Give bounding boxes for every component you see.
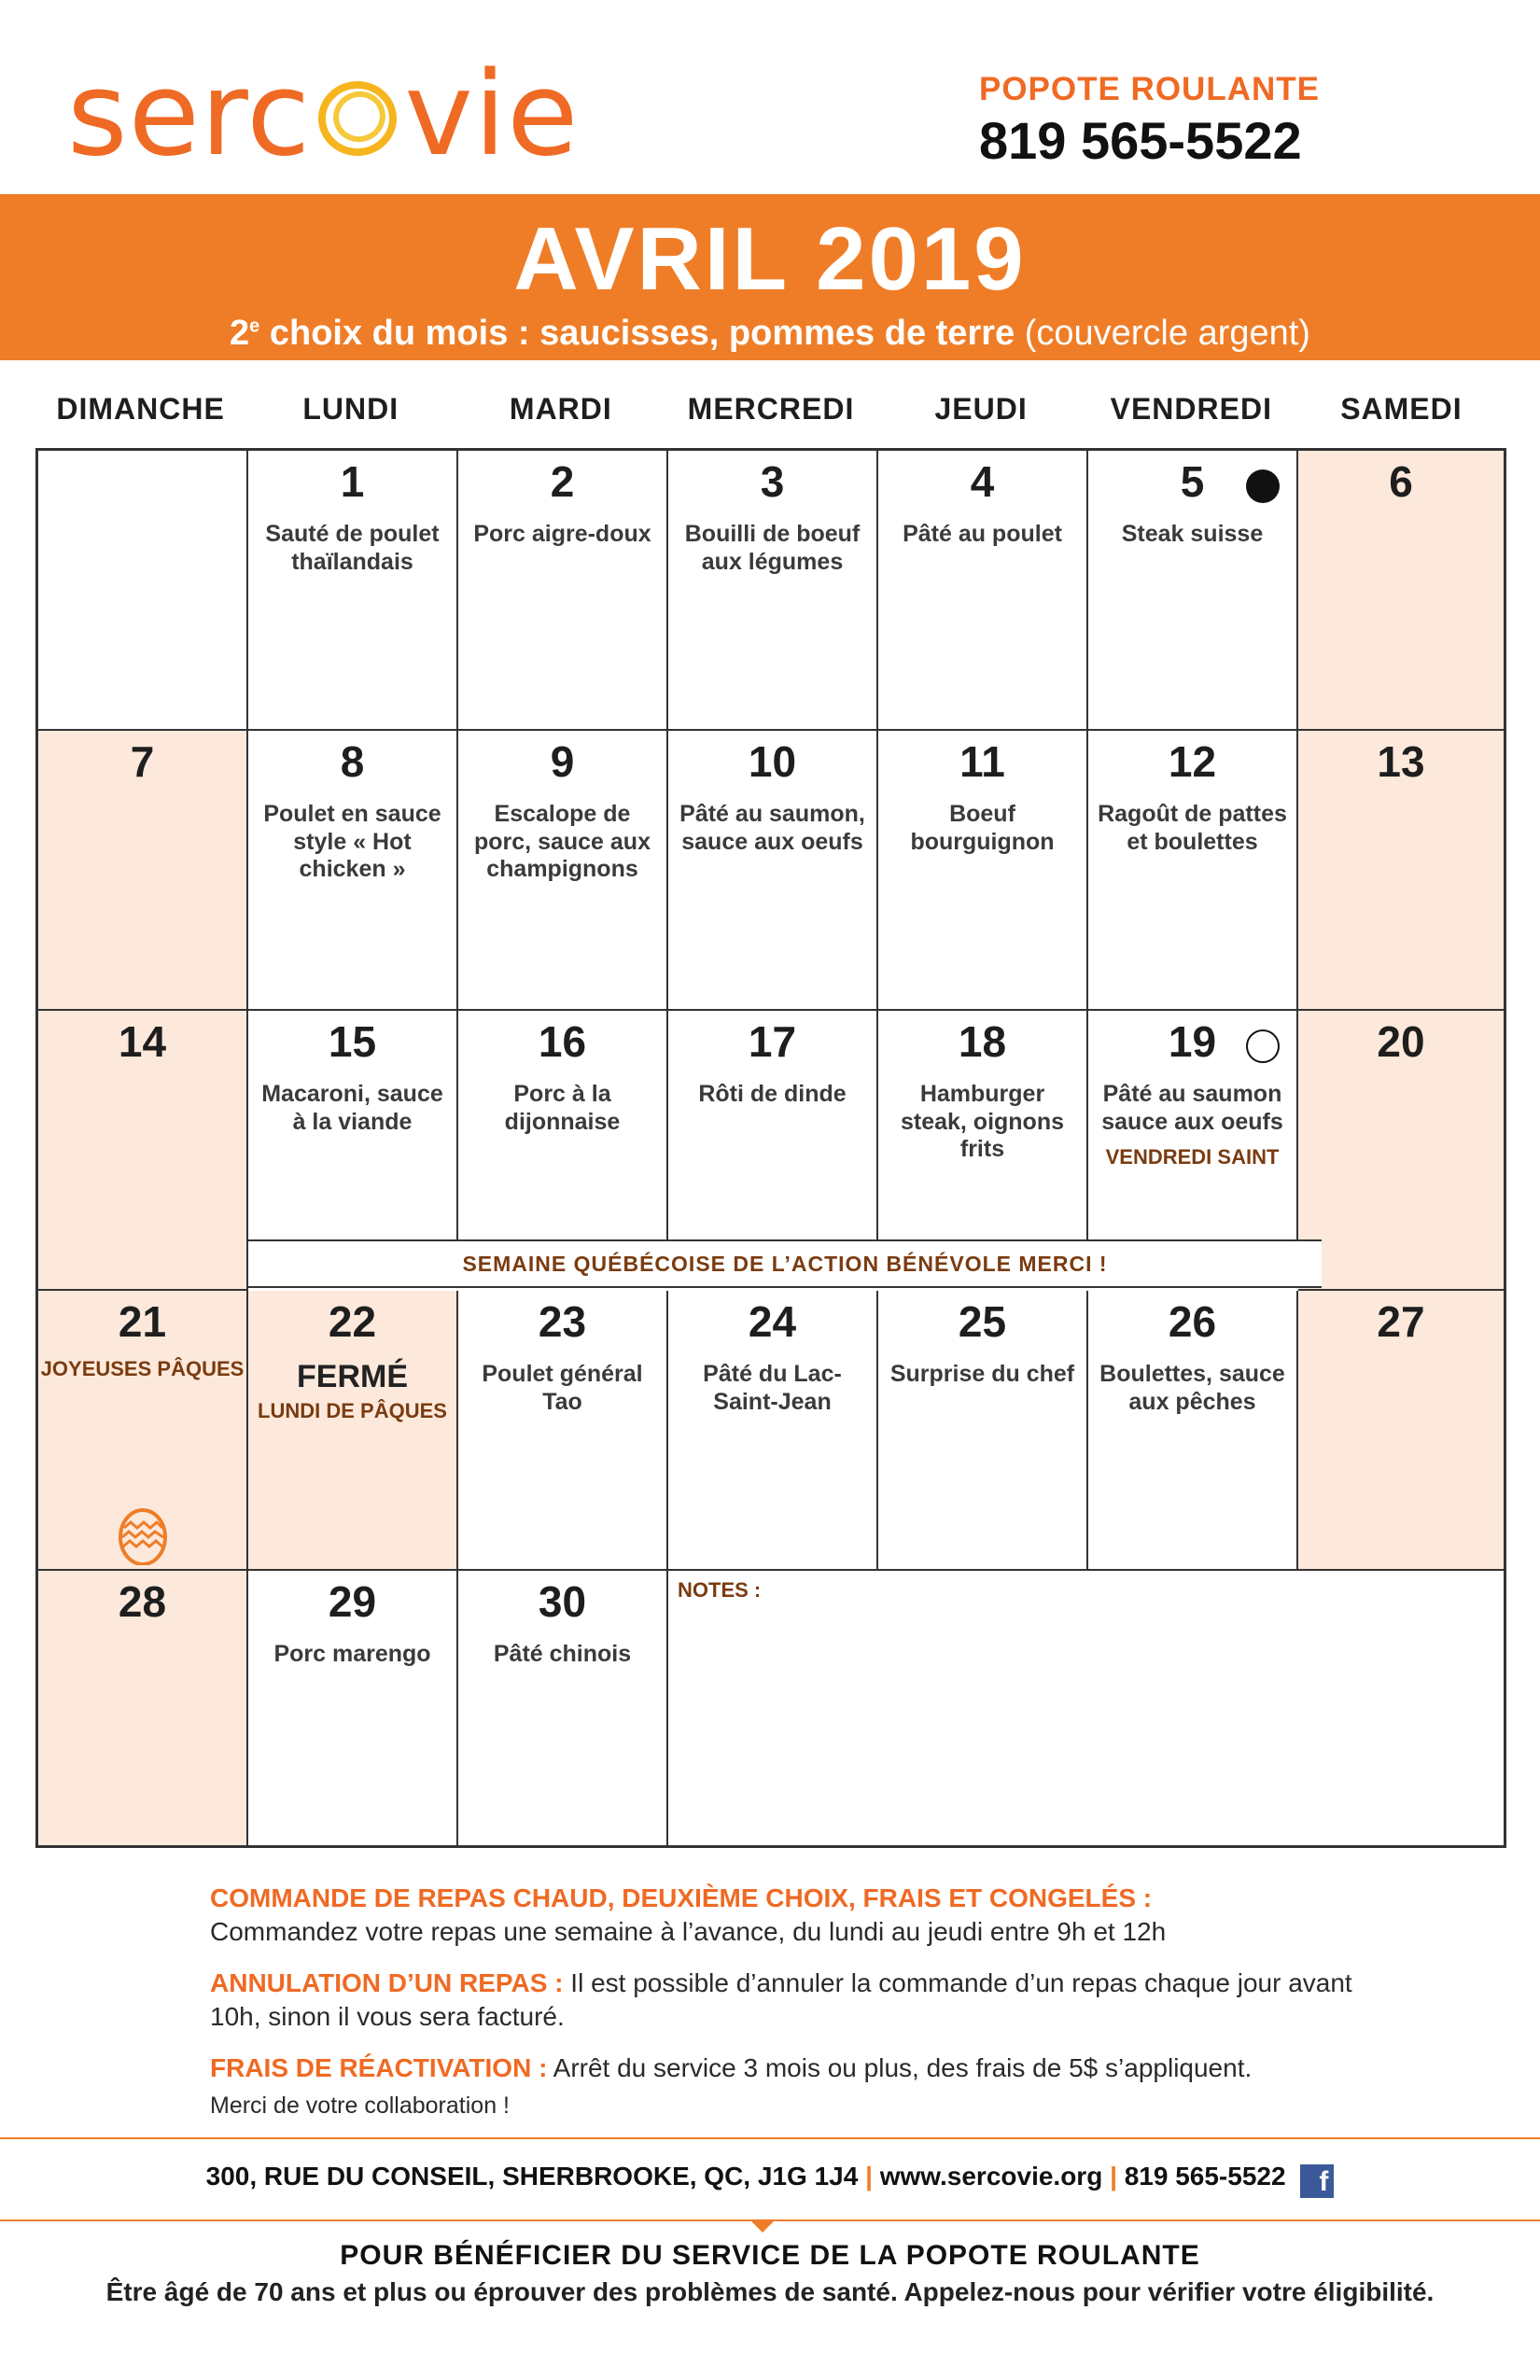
meal-text: Poulet en sauce style « Hot chicken »: [263, 801, 441, 883]
day-cell-weekend: [38, 731, 248, 1011]
weekday-tuesday: MARDI: [509, 392, 612, 426]
day-cell: [878, 1291, 1088, 1571]
day-number: 1: [340, 457, 365, 506]
day-cell-weekend: [1298, 451, 1504, 731]
day-number: 24: [748, 1297, 797, 1346]
day-number: 9: [550, 737, 575, 786]
day-number: 28: [118, 1577, 167, 1626]
day-number: 30: [538, 1577, 587, 1626]
weekday-friday: VENDREDI: [1110, 392, 1272, 426]
day-cell-weekend: [38, 1011, 248, 1291]
day-cell: [458, 1011, 668, 1239]
eligibility-footer: [0, 2240, 1540, 2307]
day-number: 27: [1377, 1297, 1425, 1346]
meal-text: Porc à la dijonnaise: [504, 1081, 621, 1135]
day-number: 22: [328, 1297, 377, 1346]
second-choice-line: [0, 314, 1540, 354]
meal-text: Pâté au saumon sauce aux oeufs: [1101, 1081, 1283, 1135]
meal-text: Pâté au saumon, sauce aux oeufs: [679, 801, 865, 855]
day-cell-weekend: [1298, 1011, 1504, 1291]
easter-egg-icon: [117, 1505, 169, 1565]
day-cell: [248, 451, 458, 731]
day-number: 17: [748, 1017, 797, 1066]
meal-text: Surprise du chef: [889, 1361, 1075, 1388]
day-number: 23: [538, 1297, 587, 1346]
street-address: 300, RUE DU CONSEIL, SHERBROOKE, QC, J1G 1J4: [205, 2162, 859, 2191]
day-cell-weekend: [1298, 1291, 1504, 1571]
day-number: 21: [118, 1297, 167, 1346]
info-section: [210, 1882, 1377, 2137]
closed-label: FERMÉ: [297, 1359, 408, 1395]
holiday-note: LUNDI DE PÂQUES: [258, 1399, 447, 1423]
meal-text: Pâté du Lac-Saint-Jean: [703, 1361, 842, 1415]
day-number: 8: [340, 737, 365, 786]
day-number: 25: [958, 1297, 1007, 1346]
meal-text: Hamburger steak, oignons frits: [900, 1081, 1065, 1163]
logo-spiral-icon: [313, 70, 402, 160]
day-number: 10: [748, 737, 797, 786]
footer-phone[interactable]: 819 565-5522: [1124, 2162, 1286, 2191]
thanks-text: Merci de votre collaboration !: [210, 2092, 510, 2119]
weekday-thursday: JEUDI: [934, 392, 1028, 426]
day-cell: [668, 451, 878, 731]
separator: |: [1110, 2162, 1117, 2191]
logo-text-end: vie: [404, 48, 580, 182]
meal-text: Steak suisse: [1121, 521, 1264, 548]
day-cell: [1088, 731, 1298, 1011]
day-cell: [878, 731, 1088, 1011]
day-cell: [668, 1291, 878, 1571]
reactivation-heading: FRAIS DE RÉACTIVATION :: [210, 2052, 548, 2082]
day-number: 20: [1377, 1017, 1425, 1066]
sercovie-logo: [67, 48, 580, 182]
day-cell-weekend: [38, 1291, 248, 1571]
meal-text: Poulet général Tao: [482, 1361, 643, 1415]
day-number: 29: [328, 1577, 377, 1626]
meal-text: Sauté de poulet thaïlandais: [265, 521, 440, 575]
day-number: 5: [1180, 457, 1205, 506]
day-cell-weekend: [38, 1571, 248, 1845]
day-number: 4: [970, 457, 995, 506]
logo-text-start: serc: [67, 48, 312, 182]
day-cell: [668, 731, 878, 1011]
meal-text: Boeuf bourguignon: [910, 801, 1055, 855]
meal-text: Porc aigre-doux: [473, 521, 651, 548]
website-link[interactable]: www.sercovie.org: [879, 2162, 1103, 2191]
second-choice-sup: e: [249, 315, 260, 337]
second-choice-lid: (couvercle argent): [1024, 314, 1310, 353]
service-label: POPOTE ROULANTE: [978, 71, 1320, 107]
meal-text: Macaroni, sauce à la viande: [261, 1081, 443, 1135]
day-number: 7: [130, 737, 155, 786]
weekday-monday: LUNDI: [302, 392, 399, 426]
meal-text: Escalope de porc, sauce aux champignons: [474, 801, 651, 883]
holiday-note: JOYEUSES PÂQUES: [40, 1357, 245, 1381]
day-cell: [878, 1011, 1088, 1239]
contact-block: [979, 71, 1320, 171]
day-cell: [458, 1291, 668, 1571]
day-number: 3: [760, 457, 785, 506]
order-text: Commandez votre repas une semaine à l’avance, du lundi au jeudi entre 9h et 12h: [210, 1917, 1167, 1947]
month-banner: [0, 194, 1540, 360]
facebook-icon[interactable]: f: [1300, 2164, 1334, 2198]
header-phone[interactable]: 819 565-5522: [978, 111, 1302, 170]
day-number: 12: [1168, 737, 1217, 786]
address-line: [0, 2162, 1540, 2198]
day-cell: [668, 1011, 878, 1239]
day-number: 13: [1377, 737, 1425, 786]
full-moon-icon: [1246, 469, 1280, 503]
day-number: 18: [958, 1017, 1007, 1066]
second-choice-text: choix du mois : saucisses, pommes de terre: [259, 314, 1025, 353]
meal-text: Rôti de dinde: [698, 1081, 847, 1108]
day-cell-closed: [248, 1291, 458, 1571]
day-number: 2: [550, 457, 575, 506]
meal-text: Porc marengo: [273, 1641, 431, 1668]
meal-text: Bouilli de boeuf aux légumes: [684, 521, 861, 575]
order-heading: COMMANDE DE REPAS CHAUD, DEUXIÈME CHOIX, FRAIS ET CONGELÉS :: [210, 1883, 1153, 1912]
weekday-wednesday: MERCREDI: [687, 392, 855, 426]
meal-text: Boulettes, sauce aux pêches: [1099, 1361, 1285, 1415]
meal-text: Pâté chinois: [493, 1641, 632, 1668]
day-number: 26: [1168, 1297, 1217, 1346]
day-cell: [1088, 1011, 1298, 1239]
day-cell: [878, 451, 1088, 731]
reactivation-info: [210, 2051, 1377, 2085]
separator: |: [865, 2162, 873, 2191]
meal-text: Ragoût de pattes et boulettes: [1098, 801, 1287, 855]
day-cell: [458, 731, 668, 1011]
day-cell: [458, 1571, 668, 1845]
holiday-note: VENDREDI SAINT: [1105, 1145, 1280, 1169]
weekday-header: [35, 392, 1506, 427]
notes-label: NOTES :: [678, 1578, 762, 1602]
weekday-sunday: DIMANCHE: [56, 392, 225, 426]
month-title: AVRIL 2019: [513, 209, 1027, 309]
calendar-grid: [35, 448, 1506, 1848]
notes-area[interactable]: [668, 1571, 1504, 1845]
weekday-saturday: SAMEDI: [1340, 392, 1463, 426]
eligibility-text: Être âgé de 70 ans et plus ou éprouver des problèmes de santé. Appelez-nous pour vérifier votre éligibilité.: [105, 2277, 1435, 2306]
day-number: 11: [959, 737, 1005, 786]
order-info: [210, 1882, 1377, 1950]
divider: [0, 2137, 1540, 2139]
eligibility-title: POUR BÉNÉFICIER DU SERVICE DE LA POPOTE ROULANTE: [340, 2240, 1200, 2271]
day-cell: [248, 1011, 458, 1239]
cancel-heading: ANNULATION D’UN REPAS :: [210, 1967, 564, 1997]
day-number: 15: [328, 1017, 377, 1066]
pointer-triangle: [751, 2221, 774, 2233]
day-cell: [458, 451, 668, 731]
day-number: 14: [118, 1017, 167, 1066]
empty-cell: [38, 451, 248, 731]
second-choice-num: 2: [230, 314, 250, 353]
day-number: 19: [1168, 1017, 1217, 1066]
day-cell: [248, 731, 458, 1011]
day-cell: [1088, 451, 1298, 731]
day-cell: [1088, 1291, 1298, 1571]
day-number: 16: [538, 1017, 587, 1066]
day-number: 6: [1389, 457, 1413, 506]
meal-text: Pâté au poulet: [903, 521, 1062, 548]
cancel-info: [210, 1967, 1377, 2035]
day-cell: [248, 1571, 458, 1845]
day-cell-weekend: [1298, 731, 1504, 1011]
volunteer-week-banner: SEMAINE QUÉBÉCOISE DE L’ACTION BÉNÉVOLE MERCI !: [248, 1239, 1322, 1288]
reactivation-text: Arrêt du service 3 mois ou plus, des frais de 5$ s’appliquent.: [547, 2052, 1253, 2082]
empty-moon-icon: [1246, 1029, 1280, 1063]
cancel-text: Il est possible d’annuler la commande d’un repas chaque jour avant 10h, sinon il vous sera facturé.: [210, 1967, 1352, 2032]
